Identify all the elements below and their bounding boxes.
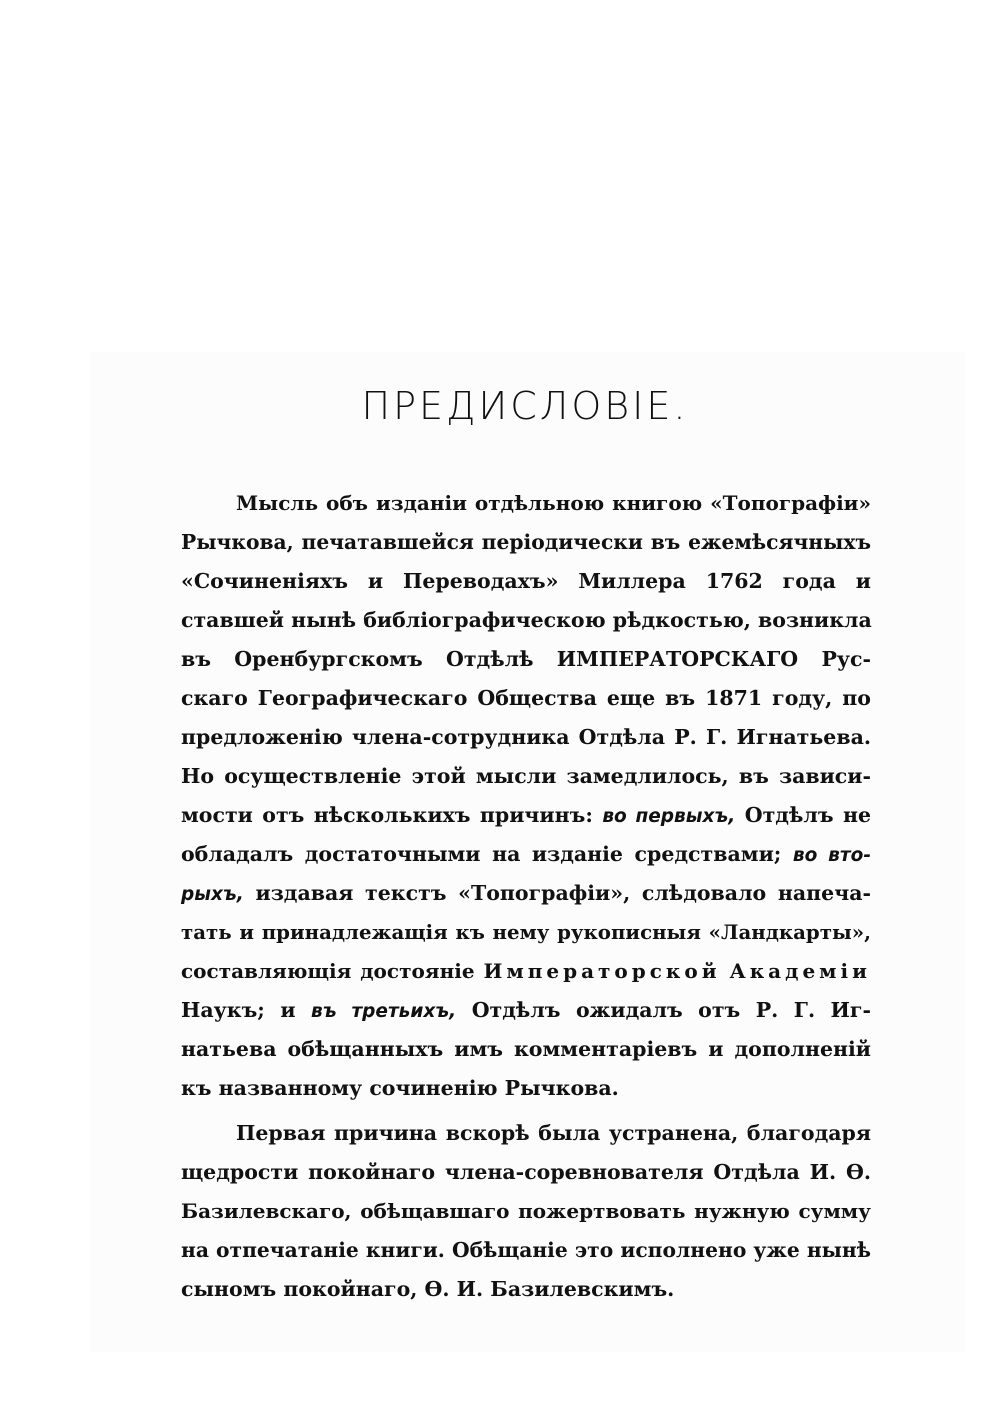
text-line: предложенію члена-сотрудника Отдѣла Р. Г. Игнатьева. — [181, 725, 871, 749]
text-line: тать и принадлежащія къ нему рукописныя «Ландкарты», — [181, 920, 871, 944]
preface-body — [181, 484, 871, 1309]
text-line: Мысль объ изданіи отдѣльною книгою «Топографіи» — [236, 491, 871, 515]
text-segment: издавая текстъ «Топографіи», слѣдовало напеча- — [255, 881, 871, 905]
paragraph-2 — [181, 1114, 871, 1309]
paragraph-1 — [181, 484, 871, 1108]
text-segment: Отдѣлъ ожидалъ отъ Р. Г. Иг- — [471, 998, 871, 1022]
page-title: ПРЕДИСЛОВІЕ. — [361, 384, 689, 428]
text-segment: мости отъ нѣсколькихъ причинъ: — [181, 803, 593, 827]
spaced-text: Императорской — [483, 959, 721, 983]
text-line: на отпечатаніе книги. Обѣщаніе это исполнено уже нынѣ — [181, 1238, 871, 1262]
text-segment: обладалъ достаточными на изданіе средствами; — [181, 842, 782, 866]
spaced-text: Академіи — [729, 959, 871, 983]
text-line: натьева обѣщанныхъ имъ комментаріевъ и дополненій — [181, 1037, 871, 1061]
text-line: Первая причина вскорѣ была устранена, благодаря — [236, 1121, 871, 1145]
text-line: въ Оренбургскомъ Отдѣлѣ ИМПЕРАТОРСКАГО Рус- — [181, 647, 871, 671]
italic-text: во вто- — [792, 845, 871, 866]
text-line: скаго Географическаго Общества еще въ 1871 году, по — [181, 686, 871, 710]
italic-text: рыхъ, — [181, 884, 244, 905]
text-segment: Отдѣлъ не — [744, 803, 871, 827]
text-line: сыномъ покойнаго, Ѳ. И. Базилевскимъ. — [181, 1277, 675, 1301]
text-line — [181, 952, 871, 991]
text-line: Базилевскаго, обѣщавшаго пожертвовать нужную сумму — [181, 1199, 871, 1223]
text-line: «Сочиненіяхъ и Переводахъ» Миллера 1762 года и — [181, 569, 871, 593]
text-line: Рычкова, печатавшейся періодически въ ежемѣсячныхъ — [181, 530, 871, 554]
text-segment: составляющія достояніе — [181, 959, 475, 983]
text-segment: Наукъ; и — [181, 998, 296, 1022]
text-line — [181, 796, 871, 835]
text-line: къ названному сочиненію Рычкова. — [181, 1076, 619, 1100]
text-line — [181, 991, 871, 1030]
text-line: Но осуществленіе этой мысли замедлилось, въ зависи- — [181, 764, 871, 788]
italic-text: въ третьихъ, — [311, 1001, 457, 1022]
text-line — [181, 874, 871, 913]
text-line: ставшей нынѣ библіографическою рѣдкостью, возникла — [181, 608, 872, 632]
italic-text: во первыхъ, — [602, 806, 736, 827]
text-line — [181, 835, 871, 874]
text-line: щедрости покойнаго члена-соревнователя Отдѣла И. Ѳ. — [181, 1160, 871, 1184]
